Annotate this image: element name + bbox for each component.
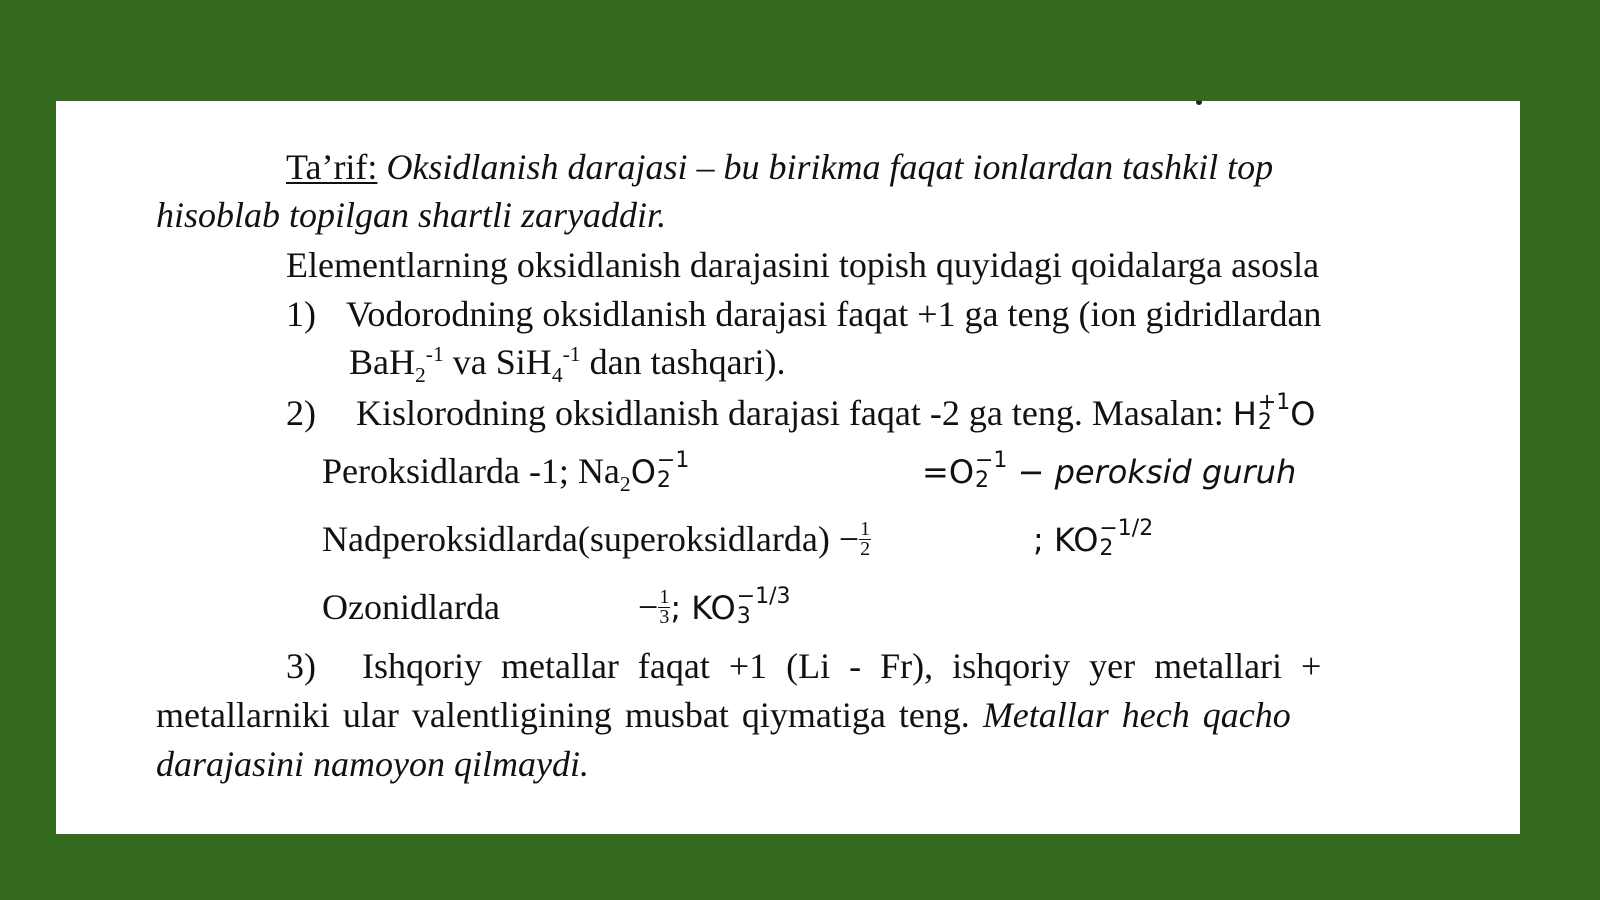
example-formula-o: O [1290, 395, 1316, 433]
index-sub: 2 [1099, 535, 1114, 561]
rule-1-text: Vodorodning oksidlanish darajasi faqat +1 ga teng (ion gidridlardan [346, 294, 1322, 334]
fraction-one-half [859, 520, 871, 559]
index-sub: 2 [1257, 409, 1272, 435]
peroxide-group-indices [975, 447, 1008, 493]
index-sup: −1 [656, 447, 690, 473]
rule-3-italic-text: Metallar hech qacho [982, 695, 1291, 735]
document-page [56, 101, 1520, 834]
formula-superscript: -1 [425, 342, 444, 366]
formula-subscript: 2 [415, 363, 426, 388]
index-sub: 3 [736, 603, 751, 629]
rule-3 [286, 646, 1321, 686]
peroxide-label: Peroksidlarda -1; Na [322, 451, 620, 491]
peroxide-group-formula: =O [922, 453, 974, 491]
index-sub: 2 [656, 467, 671, 493]
peroxide-row [322, 447, 690, 497]
index-sub: 2 [975, 467, 989, 493]
rule-1-joiner: va [443, 342, 496, 382]
fraction-numerator: 1 [659, 586, 670, 609]
superoxide-label: Nadperoksidlarda(superoksidlarda) − [322, 519, 860, 559]
rule-1-continuation [349, 342, 786, 388]
rule-2 [286, 389, 1316, 437]
superoxide-row [322, 519, 871, 562]
fraction-one-third [658, 588, 670, 627]
definition-line-1 [286, 147, 1273, 187]
ozonide-minus: − [638, 587, 659, 627]
ozonide-indices [736, 583, 791, 629]
rule-2-text: Kislorodning oksidlanish darajasi faqat -2 ga teng. Masalan: [356, 393, 1233, 433]
index-sup: −1/2 [1099, 515, 1154, 541]
superoxide-indices [1099, 515, 1154, 561]
formula-superscript: -1 [562, 342, 581, 366]
index-sup: +1 [1257, 389, 1291, 415]
rule-3-plain-text: metallarniki ular valentligining musbat qiymatiga teng. [156, 695, 983, 735]
cropped-text-fragment [1196, 101, 1202, 105]
formula-bah2: BaH [349, 342, 415, 382]
ozonide-row-label: Ozonidlarda [322, 587, 500, 627]
rule-3-line-2 [156, 695, 1291, 735]
definition-text: Oksidlanish darajasi – bu birikma faqat ionlardan tashkil top [377, 147, 1274, 187]
rule-1 [286, 294, 1321, 334]
definition-label: Ta’rif: [286, 147, 378, 187]
index-sup: −1 [975, 447, 1008, 473]
ozonide-ko3: ; KO [670, 589, 736, 627]
fraction-denominator: 3 [659, 606, 670, 629]
peroxide-oxygen: O [630, 453, 656, 491]
peroxide-group [922, 447, 1297, 495]
formula-subscript: 4 [551, 363, 563, 388]
peroxide-indices [656, 447, 690, 493]
rule-1-ending: dan tashqari). [580, 342, 786, 382]
rule-3-number: 3) [286, 646, 316, 686]
fraction-denominator: 2 [860, 538, 871, 561]
ozonide-formula [638, 583, 791, 631]
formula-subscript: 2 [619, 472, 631, 497]
rule-2-number: 2) [286, 393, 316, 433]
rule-1-number: 1) [286, 294, 316, 334]
example-formula-h: H [1232, 395, 1257, 433]
fraction-numerator: 1 [860, 518, 871, 541]
rule-3-text: Ishqoriy metallar faqat +1 (Li - Fr), ishqoriy yer metallari + [362, 646, 1322, 686]
superoxide-formula [1033, 515, 1154, 563]
example-formula-indices [1257, 389, 1291, 435]
peroxide-group-note: − peroksid guruh [1007, 453, 1297, 491]
intro-paragraph: Elementlarning oksidlanish darajasini topish quyidagi qoidalarga asosla [286, 245, 1320, 285]
definition-line-2: hisoblab topilgan shartli zaryaddir. [156, 195, 667, 235]
superoxide-ko2: ; KO [1033, 521, 1099, 559]
formula-sih4: SiH [495, 342, 552, 382]
index-sup: −1/3 [736, 583, 791, 609]
rule-3-line-3: darajasini namoyon qilmaydi. [156, 744, 589, 784]
